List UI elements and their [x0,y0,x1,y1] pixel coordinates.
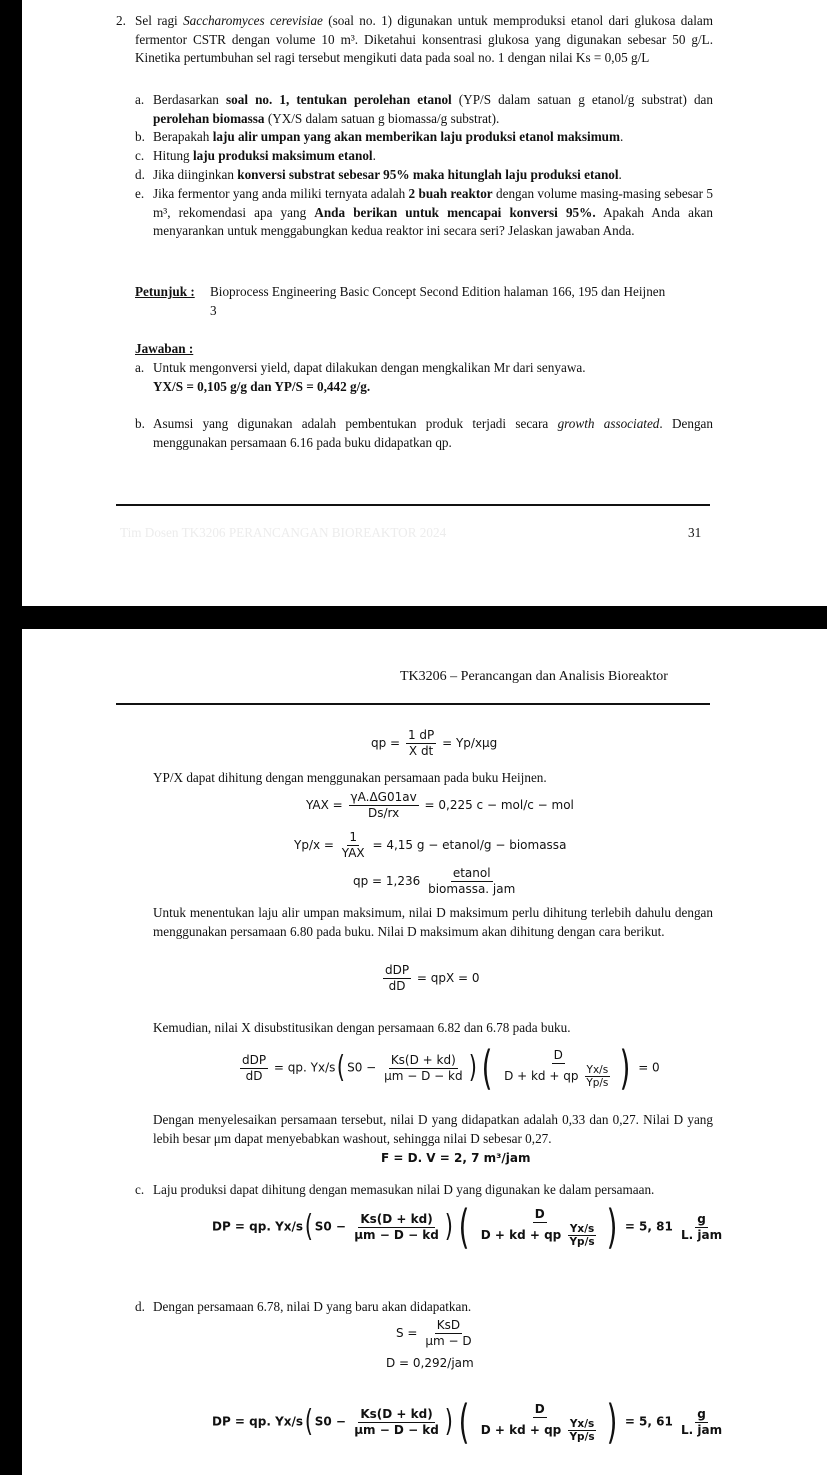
result-paragraph: Dengan menyelesaikan persamaan tersebut, nilai D yang didapatkan adalah 0,33 dan 0,27. Nilai D yang lebih besar μm dapat menyebabkan washout, sehingga nilai D sebesar 0,27. [153,1112,713,1146]
footer-watermark-text: Tim Dosen TK3206 PERANCANGAN BIOREAKTOR 2024 [120,525,447,540]
equation-qp-value: qp = 1,236 $\frac{\text{etanol}}{\text{biomassa. jam}}$ [353,866,516,896]
equation-production-rate-c: DP = qp. Yx/s( S0 − $\frac{Ks(D + kd)}{\mu m - D - kd}$ ) ( D D + kd + qp $\frac{Yx/s}{Yp/s}$ ) = 5, 81 $\frac{g}{\text{L. jam}}$ [212,1200,723,1254]
q2-b-text: Berapakah laju alir umpan yang akan memberikan laju produksi etanol maksimum. [153,129,624,144]
answer-a-result: YX/S = 0,105 g/g dan YP/S = 0,442 g/g. [153,379,371,394]
equation-new-d: D = 0,292/jam [386,1356,474,1370]
equation-flowrate: F = D. V = 2, 7 m³/jam [381,1151,531,1165]
equation-yax: YAX = $\frac{\gamma A.\Delta G01av}{Ds/rx}$ = 0,225 c − mol/c − mol [306,790,574,820]
equation-ypx: Yp/x = $\frac{1}{\text{YAX}}$ = 4,15 g − etanol/g − biomassa [294,830,567,860]
q2-a-text: Berdasarkan soal no. 1, tentukan perolehan etanol (YP/S dalam satuan g etanol/g substrat) dan perolehan biomassa (YX/S dalam satuan g biomassa/g substrat). [153,92,713,126]
question-number: 2. [116,13,126,28]
document-page-32 [22,629,827,1475]
answer-c-text: Laju produksi dapat dihitung dengan memasukan nilai D yang digunakan ke dalam persamaan. [153,1182,655,1197]
document-page-31 [22,0,827,606]
page-number: 31 [688,525,702,540]
q2-c-label: c. [135,148,145,163]
answer-heading: Jawaban : [135,341,194,356]
q2-c-text: Hitung laju produksi maksimum etanol. [153,148,376,163]
q2-e-label: e. [135,186,145,201]
equation-ddp-dd: $\frac{\text{dDP}}{dD}$ = qpX = 0 [385,963,480,993]
equation-substrate: S = $\frac{\text{KsD}}{\mu m - D}$ [396,1318,472,1348]
substitution-paragraph: Kemudian, nilai X disubstitusikan dengan persamaan 6.82 dan 6.78 pada buku. [153,1020,571,1035]
answer-a-label: a. [135,360,145,375]
hint-text-line2: 3 [210,303,217,318]
footer-rule [116,504,710,506]
question-2-intro: Sel ragi Saccharomyces cerevisiae (soal no. 1) digunakan untuk memproduksi etanol dari glukosa dalam fermentor CSTR dengan volume 10 m³. Diketahui konsentrasi glukosa yang digunakan sebesar 50 g/L. Kinetika pertumbuhan sel ragi tersebut mengikuti data pada soal no. 1 dengan nilai Ks = 0,05 g/L [135,13,714,66]
answer-b-label: b. [135,416,145,431]
header-rule [116,703,710,705]
dmax-paragraph: Untuk menentukan laju alir umpan maksimum, nilai D maksimum perlu dihitung terlebih dahulu dengan menggunakan persamaan 6.80 pada buku. Nilai D maksimum akan dihitung dengan cara berikut. [153,905,713,939]
q2-b-label: b. [135,129,145,144]
answer-d-label: d. [135,1299,145,1314]
ypx-text: YP/X dapat dihitung dengan menggunakan persamaan pada buku Heijnen. [153,770,547,785]
q2-d-label: d. [135,167,145,182]
hint-label: Petunjuk : [135,284,195,299]
q2-a-label: a. [135,92,145,107]
answer-b-text: Asumsi yang digunakan adalah pembentukan produk terjadi secara growth associated. Dengan menggunakan persamaan 6.16 pada buku didapatkan qp. [153,416,713,450]
hint-text: Bioprocess Engineering Basic Concept Second Edition halaman 166, 195 dan Heijnen [210,284,666,299]
q2-d-text: Jika diinginkan konversi substrat sebesar 95% maka hitunglah laju produksi etanol. [153,167,622,182]
answer-a-text: Untuk mengonversi yield, dapat dilakukan dengan mengkalikan Mr dari senyawa. [153,360,586,375]
equation-production-rate-d: DP = qp. Yx/s( S0 − $\frac{Ks(D + kd)}{\mu m - D - kd}$ ) ( D D + kd + qp $\frac{Yx/s}{Yp/s}$ ) = 5, 61 $\frac{g}{\text{L. jam}}$ [212,1395,723,1449]
q2-e-text: Jika fermentor yang anda miliki ternyata adalah 2 buah reaktor dengan volume masing-masing sebesar 5 m³, rekomendasi apa yang Anda berikan untuk mencapai konversi 95%. Apakah Anda akan menyarankan untuk menggabungkan kedua reaktor ini secara seri? Jelaskan jawaban Anda. [153,186,713,239]
equation-qp: qp = $\frac{1 dP}{\text{X dt}}$ = Yp/xμg [371,728,498,758]
equation-ddp-expanded: $\frac{\text{dDP}}{dD}$ = qp. Yx/s( S0 − $\frac{Ks(D + kd)}{\mu m - D - kd}$ ) ( D D + kd + qp $\frac{Yx/s}{Yp/s}$ ) = 0 [242,1041,660,1095]
answer-c-label: c. [135,1182,145,1197]
page-header: TK3206 – Perancangan dan Analisis Bioreaktor [400,669,668,684]
answer-d-text: Dengan persamaan 6.78, nilai D yang baru akan didapatkan. [153,1299,472,1314]
